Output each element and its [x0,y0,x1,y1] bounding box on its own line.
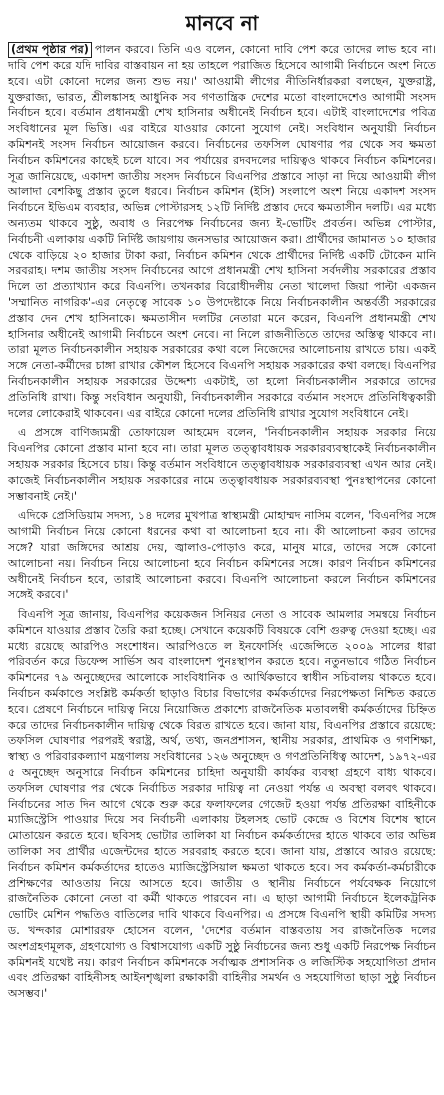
continuation-label: (প্রথম পৃষ্ঠার পর) [8,42,92,58]
article-paragraph: এ প্রসঙ্গে বাণিজ্যমন্ত্রী তোফায়েল আহমেদ বলেন, 'নির্বাচনকালীন সহায়ক সরকার নিয়ে বিএনপির কোনো প্রস্তাব মানা হবে না। তারা মূলত তত্ত্বাবধায়ক সরকারব্যবস্থাকেই নির্বাচনকালীন সহায়ক সরকার হিসেবে চায়। কিন্তু বর্তমান সংবিধানে তত্ত্বাবধায়ক সরকারব্যবস্থা এখন আর নেই। কাজেই নির্বাচনকালীন সহায়ক সরকারের নামে তত্ত্বাবধায়ক সরকারব্যবস্থা পুনঃস্থাপনের কোনো সম্ভাবনাই নেই।' [8,426,436,503]
article-paragraph: বিএনপি সূত্র জানায়, বিএনপির কয়েকজন সিনিয়র নেতা ও সাবেক আমলার সমন্বয়ে নির্বাচন কমিশনে যাওয়ার প্রস্তাব তৈরি করা হচ্ছে। সেখানে কয়েকটি বিষয়কে বেশি গুরুত্ব দেওয়া হচ্ছে। এর মধ্যে রয়েছে আরপিও সংশোধন। আরপিওতে ল ইনফোর্সিং এজেন্সিতে ২০০৯ সালের ধারা পরিবর্তন করে ডিফেন্স সার্ভিস অব বাংলাদেশ পুনঃস্থাপন করতে হবে। নতুনভাবে গঠিত নির্বাচন কমিশনের ৭৯ অনুচ্ছেদের আলোকে সাংবিধানিক ও আর্থিকভাবে স্বাধীন সচিবালয় থাকতে হবে। নির্বাচন কর্মকাণ্ডে সংশ্লিষ্ট কর্মকর্তা ছাড়াও বিচার বিভাগের কর্মকর্তাদের নিরপেক্ষতা নিশ্চিত করতে হবে। প্রেষণে নির্বাচনে দায়িত্ব নিয়ে নিয়োজিত প্রকাশ্যে রাজনৈতিক মতাবলম্বী কর্মকর্তাদের চিহ্নিত করে তাদের নির্বাচনকালীন দায়িত্ব থেকে বিরত রাখতে হবে। জানা যায়, বিএনপির প্রস্তাবে রয়েছে: তফসিল ঘোষণার পরপরই স্বরাষ্ট্র, অর্থ, তথ্য, জনপ্রশাসন, স্থানীয় সরকার, প্রাথমিক ও গণশিক্ষা, স্বাস্থ্য ও পরিবারকল্যাণ মন্ত্রণালয় সংবিধানের ১২৬ অনুচ্ছেদ ও গণপ্রতিনিধিত্ব আদেশ, ১৯৭২-এর ৫ অনুচ্ছেদ অনুসারে নির্বাচন কমিশনের চাহিদা অনুযায়ী কার্যকর ব্যবস্থা গ্রহণে বাধ্য থাকবে। তফসিল ঘোষণার পর থেকে নির্বাচিত সরকার দায়িত্ব না নেওয়া পর্যন্ত এ অবস্থা বলবৎ থাকবে। নির্বাচনের সাত দিন আগে থেকে শুরু করে ফলাফলের গেজেট হওয়া পর্যন্ত প্রতিরক্ষা বাহিনীকে ম্যাজিস্ট্রেসি পাওয়ার দিয়ে সব নির্বাচনী এলাকায় টহলসহ ভোট কেন্দ্রে ও বিশেষ বিশেষ স্থানে মোতায়েন করতে হবে। ছবিসহ ভোটার তালিকা যা নির্বাচন কর্মকর্তাদের হাতে থাকবে তার অভিন্ন তালিকা সব প্রার্থীর এজেন্টদের হাতে সরবরাহ করতে হবে। জানা যায়, প্রস্তাবে আরও রয়েছে: নির্বাচন কমিশন কর্মকর্তাদের হাতেও ম্যাজিস্ট্রেসিয়াল ক্ষমতা থাকতে হবে। সব কর্মকর্তা-কর্মচারীকে প্রশিক্ষণের আওতায় নিয়ে আসতে হবে। জাতীয় ও স্থানীয় নির্বাচনে পর্যবেক্ষক নিয়োগে রাজনৈতিক কোনো নেতা বা কর্মী থাকতে পারবেন না। এ ছাড়া আগামী নির্বাচনে ইলেকট্রনিক ভোটিং মেশিন পদ্ধতিও বাতিলের দাবি থাকবে বিএনপির। এ প্রসঙ্গে বিএনপি স্থায়ী কমিটির সদস্য ড. খন্দকার মোশাররফ হোসেন বলেন, 'দেশের বর্তমান বাস্তবতায় সব রাজনৈতিক দলের অংশগ্রহণমূলক, গ্রহণযোগ্য ও বিশ্বাসযোগ্য একটি সুষ্ঠু নির্বাচনের জন্য শুধু একটি নিরপেক্ষ নির্বাচন কমিশনই যথেষ্ট নয়। কারণ নির্বাচন কমিশনকে সর্বাত্মক প্রশাসনিক ও লজিস্টিক সহযোগিতা প্রদান এবং প্রতিরক্ষা বাহিনীসহ আইনশৃঙ্খলা রক্ষাকারী বাহিনীর সমর্থন ও সহযোগিতা ছাড়া সুষ্ঠু নির্বাচন অসম্ভব।' [8,608,436,1001]
headline: মানবে না [185,11,259,35]
paragraph-text: পালন করবে। তিনি এও বলেন, কোনো দাবি পেশ করে তাদের লাভ হবে না। দাবি পেশ করে যদি দাবির বাস্তবায়ন না হয় তাহলে পরাজিত হিসেবে আগামী নির্বাচনে অংশ নিতে হবে। এটা কোনো দলের জন্য শুভ নয়।' আওয়ামী লীগের নীতিনির্ধারকরা বলছেন, যুক্তরাষ্ট্র, যুক্তরাজ্য, ভারত, শ্রীলঙ্কাসহ আধুনিক সব গণতান্ত্রিক দেশের মতো বাংলাদেশেও আগামী সংসদ নির্বাচন হবে। বর্তমান প্রধানমন্ত্রী শেখ হাসিনার অধীনেই নির্বাচন হবে। এটাই বাংলাদেশের পবিত্র সংবিধানের মূল ভিত্তি। এর বাইরে যাওয়ার কোনো সুযোগ নেই। সংবিধান অনুযায়ী নির্বাচন কমিশনই সংসদ নির্বাচন আয়োজন করবে। নির্বাচনের তফসিল ঘোষণার পর থেকে সব ক্ষমতা নির্বাচন কমিশনের কাছেই চলে যাবে। সব পর্যায়ের রদবদলের দায়িত্বও থাকবে নির্বাচন কমিশনের। সূত্র জানিয়েছে, একাদশ জাতীয় সংসদ নির্বাচনে বিএনপির প্রস্তাবে সাড়া না দিয়ে আওয়ামী লীগ আলাদা বেশকিছু প্রস্তাব তুলে ধরবে। নির্বাচন কমিশন (ইসি) সংলাপে অংশ নিয়ে একাদশ সংসদ নির্বাচনে ইভিএম ব্যবহার, অভিন্ন পোস্টারসহ ১২টি নির্দিষ্ট প্রস্তাব দেবে ক্ষমতাসীন দলটি। এর মধ্যে অন্যতম থাকবে সুষ্ঠু, অবাধ ও নিরপেক্ষ নির্বাচনের জন্য ই-ভোটিং প্রবর্তন। অভিন্ন পোস্টার, নির্বাচনী এলাকায় একটি নির্দিষ্ট জায়গায় জনসভার আয়োজন করা। প্রার্থীদের জামানত ১০ হাজার থেকে বাড়িয়ে ২০ হাজার টাকা করা, নির্বাচন কমিশন থেকে প্রার্থীদের নির্দিষ্ট একটি টোকেন মানি সরবরাহ। দশম জাতীয় সংসদ নির্বাচনের আগে প্রধানমন্ত্রী শেখ হাসিনা সর্বদলীয় সরকারের প্রস্তাব দিলে তা প্রত্যাখ্যান করে বিএনপি। তখনকার বিরোধীদলীয় নেতা খালেদা জিয়া পাল্টা একজন 'সম্মানিত নাগরিক'-এর নেতৃত্বে সাবেক ১০ উপদেষ্টাকে নিয়ে নির্বাচনকালীন অন্তর্বর্তী সরকারের প্রস্তাব দেন শেখ হাসিনাকে। ক্ষমতাসীন দলটির নেতারা মনে করেন, বিএনপি প্রধানমন্ত্রী শেখ হাসিনার অধীনেই আগামী নির্বাচনে অংশ নেবে। না নিলে রাজনীতিতে তাদের অস্তিত্ব থাকবে না। তারা মূলত নির্বাচনকালীন সহায়ক সরকারের কথা বলে নিজেদের আলোচনায় রাখতে চায়। একই সঙ্গে নেতা-কর্মীদের চাঙ্গা রাখার কৌশল হিসেবে বিএনপি সহায়ক সরকারের কথা বলছে। বিএনপির নির্বাচনকালীন সহায়ক সরকারের উদ্দেশ্য একটাই, তা হলো নির্বাচনকালীন সরকারে তাদের প্রতিনিধি রাখা। কিন্তু সংবিধান অনুযায়ী, নির্বাচনকালীন সরকারে বর্তমান সংসদে প্রতিনিধিত্বকারী দলের লোকেরাই থাকবেন। এর বাইরে কোনো দলের প্রতিনিধি রাখার সুযোগ সংবিধানে নেই। [8,43,436,420]
article-body [8,42,436,1002]
article-paragraph [8,42,436,421]
article-paragraph: এদিকে প্রেসিডিয়াম সদস্য, ১৪ দলের মুখপাত্র স্বাস্থ্যমন্ত্রী মোহাম্মদ নাসিম বলেন, 'বিএনপির সঙ্গে আগামী নির্বাচন নিয়ে কোনো ধরনের কথা বা আলোচনা হবে না। কী আলোচনা করব তাদের সঙ্গে? যারা জঙ্গিদের আশ্রয় দেয়, জ্বালাও-পোড়াও করে, মানুষ মারে, তাদের সঙ্গে কোনো আলোচনা নয়। নির্বাচন নিয়ে আলোচনা হবে নির্বাচন কমিশনের সঙ্গে। কারণ নির্বাচন কমিশনের অধীনেই নির্বাচন হবে, তারাই আলোচনা করবে। বিএনপি আলোচনা করলে নির্বাচন কমিশনের সঙ্গেই করবে।' [8,509,436,602]
